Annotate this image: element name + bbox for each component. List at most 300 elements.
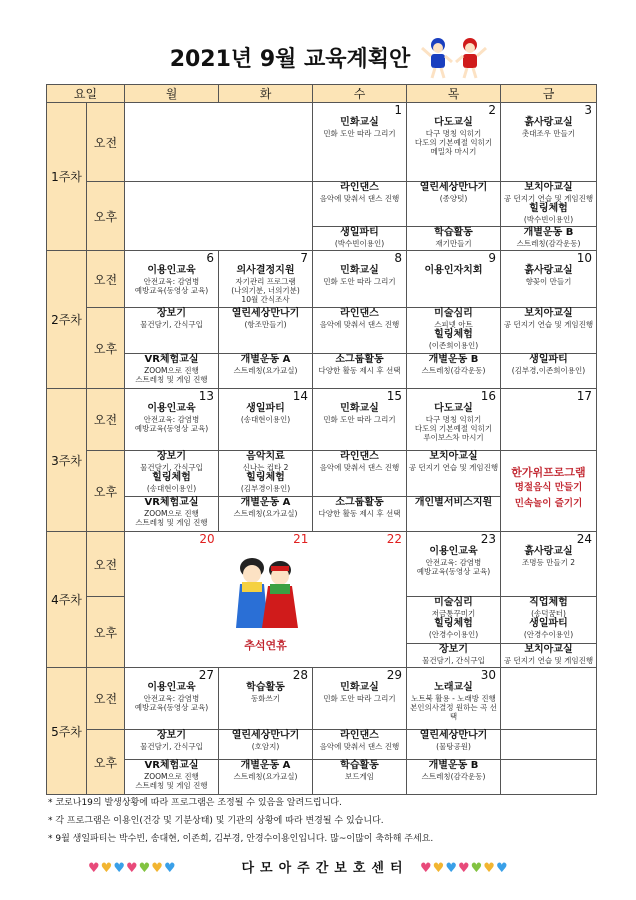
program-detail: 스트레칭 및 게임 진행 <box>135 375 208 384</box>
program-block <box>407 265 500 307</box>
program-block <box>125 308 218 353</box>
empty-cell <box>125 182 313 251</box>
week-row-pm <box>47 451 597 532</box>
hanbok-couple-illustration <box>226 554 306 634</box>
program-detail: (항조만들기) <box>244 320 287 329</box>
program-title: 이용인자치회 <box>424 265 483 276</box>
header-fri: 금 <box>501 85 597 103</box>
program-block <box>313 226 406 250</box>
day-cell-am <box>219 668 313 730</box>
program-detail: 공 던지기 연습 및 게임진행 <box>408 463 499 472</box>
program-detail: 민화 도안 따라 그리기 <box>323 129 396 138</box>
program-detail: 루이보스차 마시기 <box>423 433 484 442</box>
program-block <box>407 403 500 450</box>
special-program-cell <box>501 451 597 532</box>
program-title: 라인댄스 <box>340 451 379 462</box>
day-cell-pm <box>407 730 501 795</box>
program-block <box>501 226 596 250</box>
program-title: 열린세상만나기 <box>419 730 488 741</box>
day-cell-am <box>125 668 219 730</box>
date-number: 29 <box>386 668 402 682</box>
day-cell-pm <box>219 730 313 795</box>
program-detail: (송대현이용인) <box>240 415 291 424</box>
week-row-pm <box>47 308 597 389</box>
header-wed: 수 <box>313 85 407 103</box>
date-number: 14 <box>292 389 308 403</box>
program-detail: 민화 도안 따라 그리기 <box>323 694 396 703</box>
program-title: 보치아교실 <box>429 451 478 462</box>
program-title: 소그룹활동 <box>335 497 384 508</box>
program-title: 힐링체험 <box>434 329 473 340</box>
program-title: VR체험교실 <box>144 354 199 365</box>
program-detail: (나의기분, 너의기분) <box>231 286 300 295</box>
program-title: 이용인교육 <box>147 265 196 276</box>
note-line: * 각 프로그램은 이용인(건강 및 기분상태) 및 기관의 상황에 따라 변경될 수 있습니다. <box>48 816 384 826</box>
program-detail: (박수빈이용인) <box>334 239 385 248</box>
week-label: 4주차 <box>47 532 87 668</box>
program-title: 개별운동 A <box>240 354 291 365</box>
page-title: 2021년 9월 교육계획안 <box>169 47 411 72</box>
program-title: 다도교실 <box>434 403 473 414</box>
footer <box>0 856 636 882</box>
day-cell-am <box>501 103 597 182</box>
day-cell-pm <box>407 182 501 251</box>
header-day-label: 요일 <box>47 85 125 103</box>
week-row-pm <box>47 730 597 795</box>
heart-icons-right: ♥♥♥♥♥♥♥ <box>420 861 509 876</box>
program-detail: 자기관리 프로그램 <box>235 277 296 286</box>
program-detail: 음악에 맞춰서 댄스 진행 <box>319 742 400 751</box>
program-detail: 물건담기, 간식구입 <box>140 320 203 329</box>
program-block <box>219 730 312 759</box>
program-detail: 음악에 맞춰서 댄스 진행 <box>319 463 400 472</box>
date-number: 27 <box>198 668 214 682</box>
program-block <box>501 643 596 667</box>
program-detail: 예방교육(동영상 교육) <box>134 286 209 295</box>
am-label: 오전 <box>87 532 125 597</box>
day-cell-pm <box>501 597 597 668</box>
am-label: 오전 <box>87 103 125 182</box>
program-title: 직업체험 <box>529 597 568 608</box>
day-cell-am <box>407 668 501 730</box>
day-cell-am <box>407 251 501 308</box>
children-illustration <box>418 36 490 80</box>
program-title: 민화교실 <box>340 265 379 276</box>
program-detail: 물건담기, 간식구입 <box>140 463 203 472</box>
program-block <box>219 759 312 794</box>
program-detail: 스트레칭(요가교실) <box>233 509 298 518</box>
special-program <box>501 451 596 512</box>
date-number: 2 <box>488 103 496 117</box>
program-detail: 10월 간식조사 <box>241 295 290 304</box>
program-block <box>407 682 500 729</box>
program-detail: ZOOM으로 진행 <box>144 366 199 375</box>
program-block <box>501 682 596 729</box>
day-cell-pm <box>313 730 407 795</box>
program-title: 개별운동 B <box>428 354 479 365</box>
date-number: 3 <box>584 103 592 117</box>
program-detail: ZOOM으로 진행 <box>144 772 199 781</box>
program-detail: ZOOM으로 진행 <box>144 509 199 518</box>
program-detail: (송대현이용인) <box>146 484 197 493</box>
program-title: 생일파티 <box>529 618 568 629</box>
program-block <box>407 117 500 181</box>
program-detail: 공 던지기 연습 및 게임진행 <box>503 656 594 665</box>
program-block <box>313 182 406 226</box>
week-label: 3주차 <box>47 389 87 532</box>
program-detail: (김부경이용인) <box>240 484 291 493</box>
date-number: 15 <box>386 389 402 403</box>
program-title: 장보기 <box>157 451 186 462</box>
program-title: 보치아교실 <box>524 182 573 193</box>
special-program-title: 한가위프로그램 <box>511 466 586 479</box>
program-block <box>313 682 406 729</box>
program-title: 힐링체험 <box>434 618 473 629</box>
program-block <box>313 730 406 759</box>
header-thu: 목 <box>407 85 501 103</box>
holiday-label: 추석연휴 <box>244 639 287 652</box>
program-block <box>501 730 596 759</box>
date-number: 7 <box>300 251 308 265</box>
day-cell-pm <box>313 308 407 389</box>
program-title: 민화교실 <box>340 403 379 414</box>
day-cell-am <box>407 532 501 597</box>
program-detail: 물건담기, 간식구입 <box>422 656 485 665</box>
date-number: 21 <box>293 532 309 546</box>
program-detail: 다양한 활동 제시 후 선택 <box>318 366 401 375</box>
program-detail: 스트레칭 및 게임 진행 <box>135 518 208 527</box>
program-block <box>407 451 500 496</box>
program-title: 개인별서비스지원 <box>414 497 493 508</box>
program-detail: 다도의 기본예절 익히기 <box>414 424 493 433</box>
program-detail: 예방교육(동영상 교육) <box>416 567 491 576</box>
program-block <box>219 403 312 450</box>
date-number <box>501 668 596 682</box>
day-cell-pm <box>501 308 597 389</box>
program-detail: (안경수이용인) <box>523 630 574 639</box>
program-title: 개별운동 B <box>428 760 479 771</box>
day-cell-pm <box>125 308 219 389</box>
program-block <box>313 265 406 307</box>
day-cell-pm <box>219 308 313 389</box>
program-title: 의사결정지원 <box>236 265 295 276</box>
program-title: 장보기 <box>157 730 186 741</box>
header-row <box>47 85 597 103</box>
program-title: 민화교실 <box>340 117 379 128</box>
program-detail: 안전교육: 감염병 <box>143 415 200 424</box>
program-title: 개별운동 B <box>523 227 574 238</box>
program-detail: 보드게임 <box>345 772 374 781</box>
program-block <box>219 353 312 388</box>
date-number: 17 <box>576 389 592 403</box>
program-block <box>219 496 312 531</box>
program-block <box>313 353 406 388</box>
program-title: 다도교실 <box>434 117 473 128</box>
pm-label: 오후 <box>87 451 125 532</box>
day-cell-am <box>501 251 597 308</box>
date-number: 16 <box>480 389 496 403</box>
date-number: 10 <box>576 251 592 265</box>
day-cell-am <box>313 251 407 308</box>
date-number: 24 <box>576 532 592 546</box>
date-number: 9 <box>488 251 496 265</box>
program-title: 학습활동 <box>340 760 379 771</box>
program-detail: 메밀차 마시기 <box>430 147 477 156</box>
program-detail: 향꽂이 만들기 <box>525 277 572 286</box>
program-title: VR체험교실 <box>144 760 199 771</box>
program-detail: 스트레칭(감각운동) <box>421 772 486 781</box>
program-title: 힐링체험 <box>152 472 191 483</box>
program-title: 생일파티 <box>246 403 285 414</box>
day-cell-pm <box>125 451 219 532</box>
program-title: VR체험교실 <box>144 497 199 508</box>
program-detail: (김부경,이존희이용인) <box>511 366 586 375</box>
program-title: 장보기 <box>439 644 468 655</box>
program-block <box>501 265 596 307</box>
day-cell-pm <box>407 451 501 532</box>
program-title: 라인댄스 <box>340 182 379 193</box>
program-block <box>125 353 218 388</box>
pm-label: 오후 <box>87 597 125 668</box>
program-detail: 스트레칭(감각운동) <box>421 366 486 375</box>
program-title: 힐링체험 <box>529 203 568 214</box>
program-block <box>125 759 218 794</box>
program-detail: 저금통꾸미기 <box>431 609 476 618</box>
day-cell-am <box>219 251 313 308</box>
week-label: 1주차 <box>47 103 87 251</box>
program-block <box>313 496 406 531</box>
week-row-am <box>47 389 597 451</box>
program-detail: 예방교육(동영상 교육) <box>134 703 209 712</box>
program-detail: (물탕공원) <box>436 742 471 751</box>
program-title: 열린세상만나기 <box>231 730 300 741</box>
program-block <box>125 403 218 450</box>
day-cell-am <box>501 389 597 451</box>
program-title: 음악치료 <box>246 451 285 462</box>
day-cell-pm <box>313 451 407 532</box>
holiday-dates <box>125 532 406 546</box>
program-block <box>407 759 500 794</box>
day-cell-am <box>313 389 407 451</box>
day-cell-am <box>219 389 313 451</box>
program-title: 흙사랑교실 <box>524 265 573 276</box>
center-name: 다모아주간보호센터 <box>241 861 409 876</box>
program-title: 이용인교육 <box>429 546 478 557</box>
day-cell-am <box>313 668 407 730</box>
program-detail: 스트레칭(감각운동) <box>516 239 581 248</box>
program-block <box>407 353 500 388</box>
program-title: 흙사랑교실 <box>524 117 573 128</box>
pm-label: 오후 <box>87 182 125 251</box>
program-block <box>313 308 406 353</box>
program-block <box>501 546 596 596</box>
day-cell-pm <box>313 182 407 251</box>
program-block <box>407 643 500 667</box>
special-program-line: 민속놀이 즐기기 <box>514 498 583 509</box>
program-block <box>313 403 406 450</box>
program-detail: (송덕꿈터) <box>531 609 566 618</box>
date-number: 23 <box>480 532 496 546</box>
program-block <box>219 451 312 496</box>
day-cell-pm <box>125 730 219 795</box>
program-block <box>125 682 218 729</box>
am-label: 오전 <box>87 668 125 730</box>
program-detail: 공 던지기 연습 및 게임진행 <box>503 320 594 329</box>
program-block <box>407 182 500 226</box>
program-title: 보치아교실 <box>524 308 573 319</box>
program-block <box>125 730 218 759</box>
program-detail: 동화쓰기 <box>251 694 280 703</box>
day-cell-am <box>407 389 501 451</box>
program-block <box>501 759 596 794</box>
week-row-pm <box>47 182 597 251</box>
program-title: 보치아교실 <box>524 644 573 655</box>
program-block <box>125 265 218 307</box>
date-number: 22 <box>386 532 403 546</box>
week-row-am <box>47 251 597 308</box>
program-title: 생일파티 <box>340 227 379 238</box>
date-number: 8 <box>394 251 402 265</box>
program-detail: 음악에 맞춰서 댄스 진행 <box>319 194 400 203</box>
week-row-am <box>47 532 597 597</box>
note-line: * 9월 생일파티는 박수빈, 송대현, 이존희, 김부경, 안경수이용인입니다. 많~이많이 축하해 주세요. <box>48 834 434 844</box>
day-cell-pm <box>407 597 501 668</box>
program-block <box>407 496 500 531</box>
program-title: 열린세상만나기 <box>231 308 300 319</box>
program-detail: 민화 도안 따라 그리기 <box>323 415 396 424</box>
program-detail: (안경수이용인) <box>428 630 479 639</box>
program-title: 장보기 <box>157 308 186 319</box>
week-label: 5주차 <box>47 668 87 795</box>
holiday-wrap <box>125 532 406 653</box>
program-block <box>313 759 406 794</box>
date-number: 28 <box>292 668 308 682</box>
program-title: 학습활동 <box>246 682 285 693</box>
program-detail: 음악에 맞춰서 댄스 진행 <box>319 320 400 329</box>
program-detail: 민화 도안 따라 그리기 <box>323 277 396 286</box>
program-block <box>125 451 218 496</box>
program-detail: (종양텃) <box>439 194 468 203</box>
program-block <box>407 730 500 759</box>
header-tue: 화 <box>219 85 313 103</box>
program-detail: 안전교육: 감염병 <box>143 277 200 286</box>
empty-cell <box>125 103 313 182</box>
program-detail: 노트북 활용 - 노래방 진행 <box>411 694 496 703</box>
day-cell-am <box>313 103 407 182</box>
holiday-cell <box>125 532 407 668</box>
program-title: 소그룹활동 <box>335 354 384 365</box>
program-detail: 다구 명칭 익히기 <box>425 415 482 424</box>
program-title: 라인댄스 <box>340 308 379 319</box>
program-block <box>125 496 218 531</box>
program-block <box>219 265 312 307</box>
pm-label: 오후 <box>87 730 125 795</box>
date-number: 6 <box>206 251 214 265</box>
week-row-am <box>47 668 597 730</box>
program-detail: 안전교육: 감염병 <box>425 558 482 567</box>
note-line: * 코로나19의 발생상황에 따라 프로그램은 조정될 수 있음을 알려드립니다. <box>48 798 342 808</box>
program-block <box>501 403 596 450</box>
day-cell-pm <box>501 182 597 251</box>
date-number: 20 <box>199 532 215 546</box>
program-detail: 물건담기, 간식구입 <box>140 742 203 751</box>
day-cell-am <box>501 668 597 730</box>
program-block <box>313 451 406 496</box>
week-row-am <box>47 103 597 182</box>
day-cell-pm <box>219 451 313 532</box>
program-detail: 스피넷 아트 <box>434 320 473 329</box>
day-cell-am <box>407 103 501 182</box>
program-detail: (호암지) <box>251 742 280 751</box>
day-cell-am <box>125 251 219 308</box>
program-detail: 다구 명칭 익히기 <box>425 129 482 138</box>
pm-label: 오후 <box>87 308 125 389</box>
program-block <box>501 308 596 353</box>
program-block <box>407 546 500 596</box>
program-title: 미술심리 <box>434 308 473 319</box>
day-cell-pm <box>501 730 597 795</box>
program-block <box>407 226 500 250</box>
program-detail: 다양한 활동 제시 후 선택 <box>318 509 401 518</box>
header-mon: 월 <box>125 85 219 103</box>
program-detail: 공 던지기 연습 및 게임진행 <box>503 194 594 203</box>
program-detail: 신나는 컵타 2 <box>242 463 289 472</box>
date-number: 1 <box>394 103 402 117</box>
program-title: 미술심리 <box>434 597 473 608</box>
program-detail: 스트레칭(요가교실) <box>233 772 298 781</box>
program-detail: 스트레칭 및 게임 진행 <box>135 781 208 790</box>
program-detail: 예방교육(동영상 교육) <box>134 424 209 433</box>
program-detail: (이존희이용인) <box>428 341 479 350</box>
program-title: 이용인교육 <box>147 682 196 693</box>
program-detail: 본인의사결정 원하는 곡 선택 <box>410 703 497 721</box>
program-block <box>219 308 312 353</box>
program-title: 흙사랑교실 <box>524 546 573 557</box>
program-block <box>407 308 500 353</box>
program-title: 민화교실 <box>340 682 379 693</box>
program-detail: 조명등 만들기 2 <box>521 558 575 567</box>
program-detail: (박수빈이용인) <box>523 215 574 224</box>
program-title: 힐링체험 <box>246 472 285 483</box>
schedule-table <box>46 84 597 795</box>
program-title: 개별운동 A <box>240 760 291 771</box>
program-detail: 재기만들기 <box>435 239 472 248</box>
program-detail: 촛대조우 만들기 <box>521 129 576 138</box>
program-detail: 안전교육: 감염병 <box>143 694 200 703</box>
day-cell-pm <box>407 308 501 389</box>
program-title: 라인댄스 <box>340 730 379 741</box>
program-block <box>313 117 406 181</box>
program-block <box>407 597 500 643</box>
program-title: 생일파티 <box>529 354 568 365</box>
notes <box>48 794 608 848</box>
program-block <box>501 182 596 226</box>
program-detail: 다도의 기본예절 익히기 <box>414 138 493 147</box>
program-title: 노래교실 <box>434 682 473 693</box>
program-block <box>501 597 596 643</box>
am-label: 오전 <box>87 389 125 451</box>
program-block <box>219 682 312 729</box>
day-cell-am <box>125 389 219 451</box>
date-number: 13 <box>198 389 214 403</box>
special-program-line: 명절음식 만들기 <box>514 482 583 493</box>
program-title: 학습활동 <box>434 227 473 238</box>
am-label: 오전 <box>87 251 125 308</box>
program-block <box>501 117 596 181</box>
heart-icons-left: ♥♥♥♥♥♥♥ <box>88 861 177 876</box>
program-title: 개별운동 A <box>240 497 291 508</box>
day-cell-am <box>501 532 597 597</box>
